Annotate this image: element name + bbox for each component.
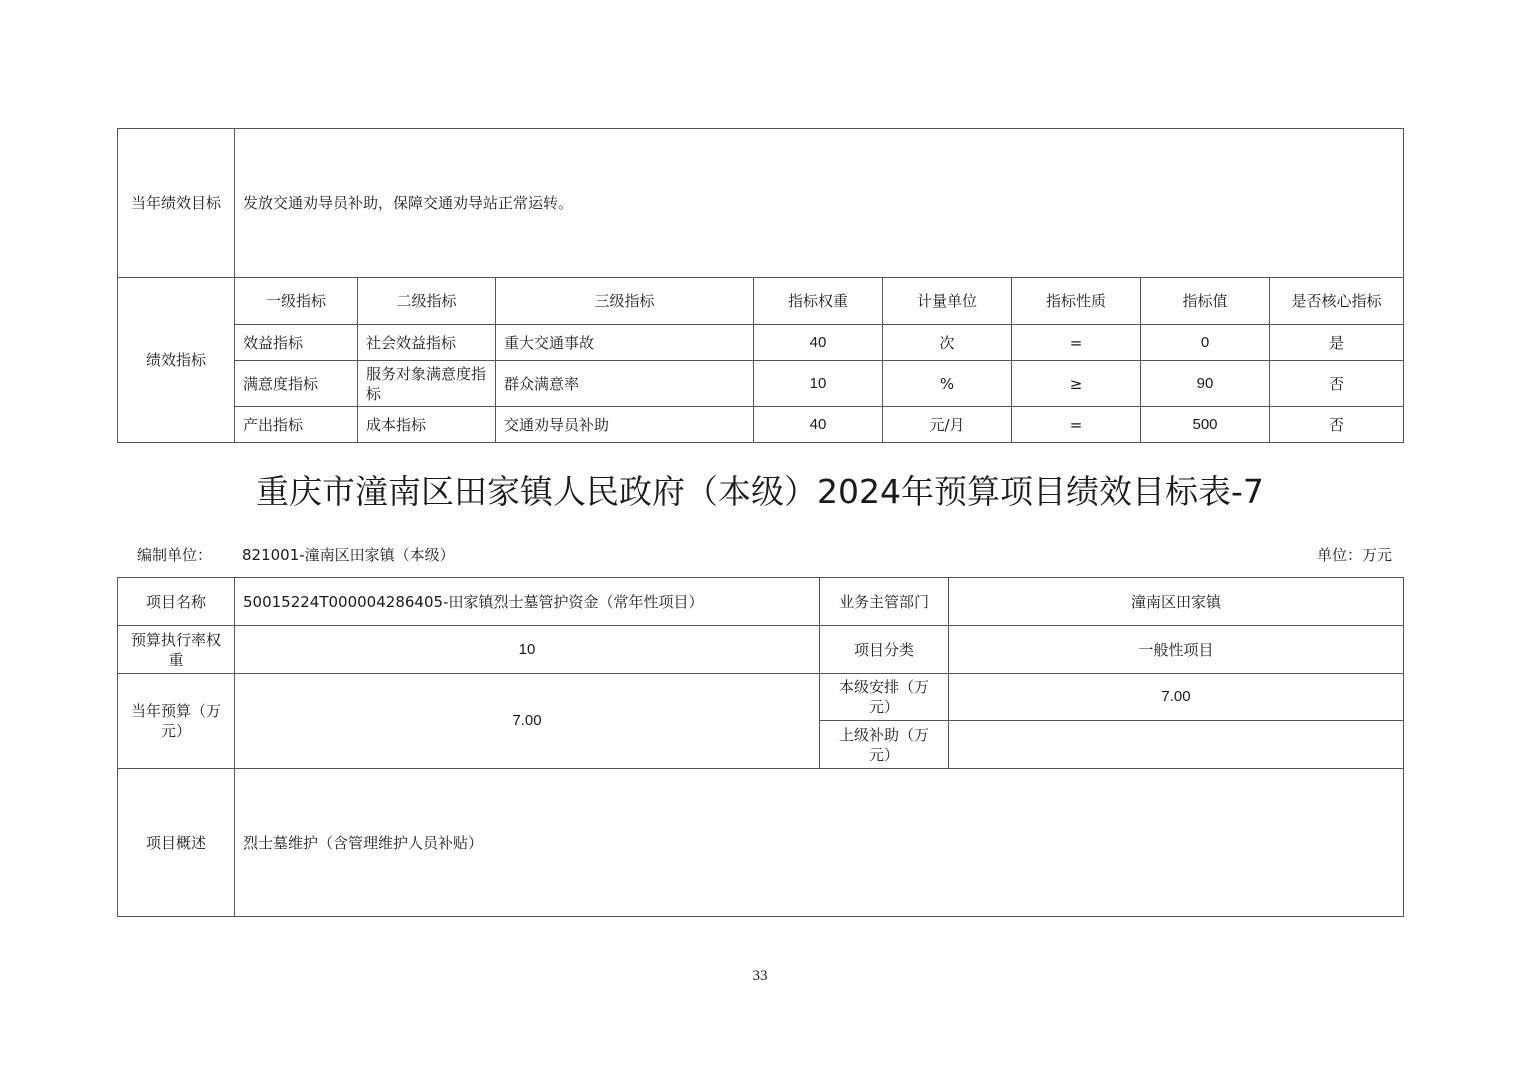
row-cell: 元/月 — [883, 407, 1012, 443]
row-cell: 社会效益指标 — [358, 325, 496, 361]
superior-label: 上级补助（万元） — [820, 721, 949, 769]
row-cell: 否 — [1270, 361, 1404, 407]
row-cell: 500 — [1141, 407, 1270, 443]
exec-rate-label: 预算执行率权重 — [118, 626, 235, 674]
compiling-unit-label: 编制单位： — [137, 546, 213, 564]
project-table — [117, 577, 1404, 917]
header-cell: 三级指标 — [496, 278, 754, 325]
table-row — [118, 578, 1404, 626]
row-cell: 产出指标 — [235, 407, 358, 443]
row-cell: 否 — [1270, 407, 1404, 443]
budget-label: 当年预算（万元） — [118, 674, 235, 769]
row-cell: 0 — [1141, 325, 1270, 361]
row-cell: 重大交通事故 — [496, 325, 754, 361]
superior-value — [949, 721, 1404, 769]
row-cell: 90 — [1141, 361, 1270, 407]
goal-row — [118, 129, 1404, 278]
row-cell: 满意度指标 — [235, 361, 358, 407]
unit-line — [0, 544, 1520, 566]
header-cell: 是否核心指标 — [1270, 278, 1404, 325]
header-cell: 指标权重 — [754, 278, 883, 325]
overview-value: 烈士墓维护（含管理维护人员补贴） — [235, 769, 1404, 917]
currency-unit: 单位：万元 — [1316, 546, 1392, 564]
category-value: 一般性项目 — [949, 626, 1404, 674]
goal-text: 发放交通劝导员补助，保障交通劝导站正常运转。 — [235, 129, 1404, 278]
dept-label: 业务主管部门 — [820, 578, 949, 626]
header-cell: 指标值 — [1141, 278, 1270, 325]
page-title: 重庆市潼南区田家镇人民政府（本级）2024年预算项目绩效目标表-7 — [256, 472, 1264, 511]
row-cell: = — [1012, 407, 1141, 443]
budget-value: 7.00 — [235, 674, 820, 769]
indicator-header-row — [118, 278, 1404, 325]
row-cell: 10 — [754, 361, 883, 407]
row-cell: ≥ — [1012, 361, 1141, 407]
header-cell: 指标性质 — [1012, 278, 1141, 325]
table-row — [118, 361, 1404, 407]
row-cell: 次 — [883, 325, 1012, 361]
project-name-label: 项目名称 — [118, 578, 235, 626]
row-cell: 交通劝导员补助 — [496, 407, 754, 443]
overview-label: 项目概述 — [118, 769, 235, 917]
perf-label: 绩效指标 — [118, 278, 235, 443]
compiling-unit-value: 821001-潼南区田家镇（本级） — [242, 546, 455, 564]
row-cell: 是 — [1270, 325, 1404, 361]
page-number: 33 — [752, 968, 768, 984]
table-row — [118, 626, 1404, 674]
row-cell: 成本指标 — [358, 407, 496, 443]
header-cell: 二级指标 — [358, 278, 496, 325]
performance-table — [117, 128, 1404, 443]
row-cell: 40 — [754, 407, 883, 443]
local-label: 本级安排（万元） — [820, 674, 949, 721]
row-cell: 40 — [754, 325, 883, 361]
table-row — [118, 407, 1404, 443]
row-cell: = — [1012, 325, 1141, 361]
header-cell: 计量单位 — [883, 278, 1012, 325]
table-row — [118, 769, 1404, 917]
exec-rate-value: 10 — [235, 626, 820, 674]
row-cell: 效益指标 — [235, 325, 358, 361]
goal-label: 当年绩效目标 — [118, 129, 235, 278]
row-cell: % — [883, 361, 1012, 407]
header-cell: 一级指标 — [235, 278, 358, 325]
project-name-value: 50015224T000004286405-田家镇烈士墓管护资金（常年性项目） — [235, 578, 820, 626]
row-cell: 群众满意率 — [496, 361, 754, 407]
row-cell: 服务对象满意度指标 — [358, 361, 496, 407]
dept-value: 潼南区田家镇 — [949, 578, 1404, 626]
category-label: 项目分类 — [820, 626, 949, 674]
table-row — [118, 325, 1404, 361]
table-row — [118, 674, 1404, 721]
local-value: 7.00 — [949, 674, 1404, 721]
